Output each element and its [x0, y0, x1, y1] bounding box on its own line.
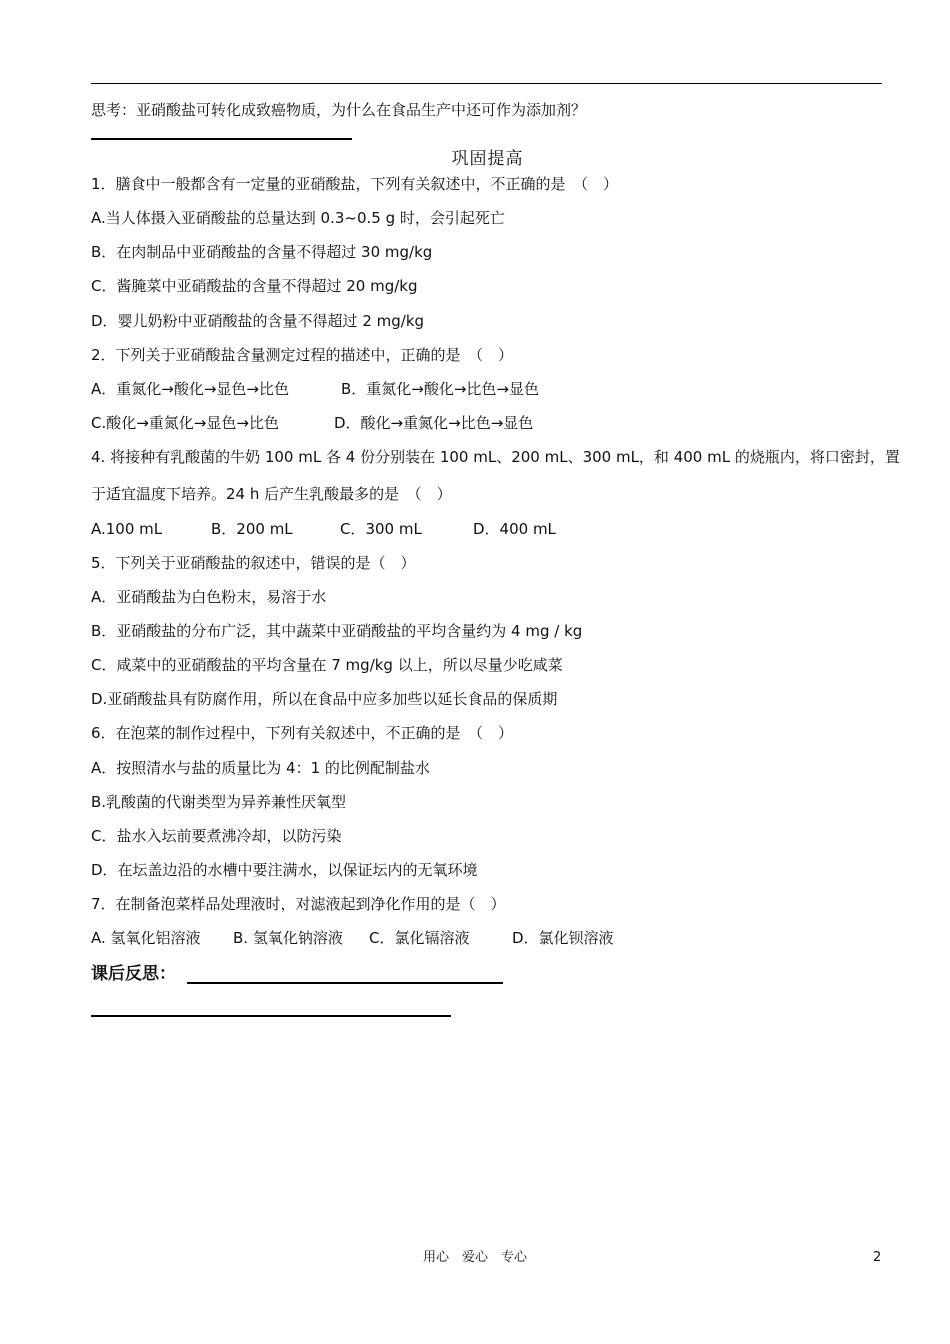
q1-option-a: A.当人体摄入亚硝酸盐的总量达到 0.3~0.5 g 时，会引起死亡 [91, 209, 505, 227]
q1-option-d: D．婴儿奶粉中亚硝酸盐的含量不得超过 2 mg/kg [91, 312, 425, 330]
q6-option-d: D．在坛盖边沿的水槽中要注满水，以保证坛内的无氧环境 [91, 861, 478, 879]
q2-option-a: A．重氮化→酸化→显色→比色 [91, 380, 289, 398]
q4-stem-line2: 于适宜温度下培养。24 h 后产生乳酸最多的是 （ ） [91, 485, 452, 503]
reflection-label: 课后反思： [91, 964, 176, 984]
q7-option-d: D．氯化钡溶液 [512, 929, 614, 947]
q7-option-b: B. 氢氧化钠溶液 [233, 929, 343, 947]
q7-stem: 7．在制备泡菜样品处理液时，对滤液起到净化作用的是（ ） [91, 895, 506, 913]
footer-motto: 用心 爱心 专心 [422, 1250, 527, 1265]
q7-option-c: C．氯化镉溶液 [369, 929, 470, 947]
q6-option-a: A．按照清水与盐的质量比为 4：1 的比例配制盐水 [91, 759, 430, 777]
q5-option-c: C．咸菜中的亚硝酸盐的平均含量在 7 mg/kg 以上，所以尽量少吃咸菜 [91, 656, 563, 674]
q4-option-a: A.100 mL [91, 520, 163, 538]
q4-option-d: D．400 mL [473, 520, 556, 538]
q5-stem: 5．下列关于亚硝酸盐的叙述中，错误的是（ ） [91, 554, 416, 572]
q5-option-d: D.亚硝酸盐具有防腐作用，所以在食品中应多加些以延长食品的保质期 [91, 690, 558, 708]
q6-stem: 6．在泡菜的制作过程中，下列有关叙述中，不正确的是 （ ） [91, 724, 514, 742]
q2-option-b: B．重氮化→酸化→比色→显色 [341, 380, 539, 398]
q4-stem-line1: 4. 将接种有乳酸菌的牛奶 100 mL 各 4 份分别装在 100 mL、200 mL、300 mL，和 400 mL 的烧瓶内，将口密封，置 [91, 448, 900, 466]
q7-option-a: A. 氢氧化铝溶液 [91, 929, 201, 947]
q1-stem: 1．膳食中一般都含有一定量的亚硝酸盐，下列有关叙述中，不正确的是 （ ） [91, 175, 619, 193]
think-question: 思考：亚硝酸盐可转化成致癌物质，为什么在食品生产中还可作为添加剂？ [91, 101, 587, 119]
q5-option-a: A．亚硝酸盐为白色粉末，易溶于水 [91, 588, 327, 606]
reflection-blank-1 [187, 982, 503, 984]
q1-option-b: B．在肉制品中亚硝酸盐的含量不得超过 30 mg/kg [91, 243, 433, 261]
q6-option-c: C．盐水入坛前要煮沸冷却，以防污染 [91, 827, 342, 845]
q5-option-b: B．亚硝酸盐的分布广泛，其中蔬菜中亚硝酸盐的平均含量约为 4 mg / kg [91, 622, 583, 640]
reflection-blank-2 [91, 1015, 451, 1017]
q2-stem: 2．下列关于亚硝酸盐含量测定过程的描述中，正确的是 （ ） [91, 346, 514, 364]
page-number: 2 [873, 1250, 882, 1265]
q4-option-b: B．200 mL [211, 520, 293, 538]
q2-option-c: C.酸化→重氮化→显色→比色 [91, 414, 279, 432]
think-answer-blank [91, 138, 352, 140]
header-rule [91, 83, 882, 84]
q4-option-c: C．300 mL [340, 520, 422, 538]
q6-option-b: B.乳酸菌的代谢类型为异养兼性厌氧型 [91, 793, 347, 811]
q2-option-d: D．酸化→重氮化→比色→显色 [334, 414, 534, 432]
section-title: 巩固提高 [451, 149, 524, 169]
q1-option-c: C．酱腌菜中亚硝酸盐的含量不得超过 20 mg/kg [91, 277, 418, 295]
